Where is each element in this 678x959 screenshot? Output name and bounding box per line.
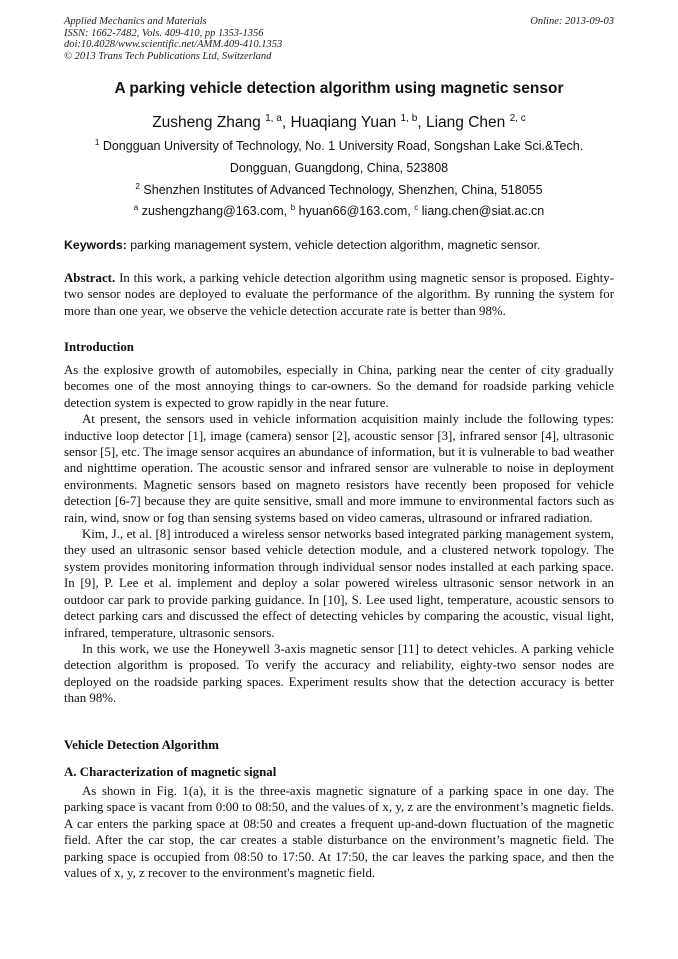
paragraph: In this work, we use the Honeywell 3-axis magnetic sensor [11] to detect vehicles. A parking vehicle detection algorithm is proposed. To verify the accuracy and reliability, eighty-two sensor nodes are deployed on the roadside parking spaces. Experiment results show that the detection accuracy is better than 98%. bbox=[64, 641, 614, 706]
author-name: Zusheng Zhang bbox=[152, 114, 261, 132]
paragraph: At present, the sensors used in vehicle information acquisition mainly include the following types: inductive loop detector [1], image (camera) sensor [2], acoustic sensor [3], infrared sensor [4], ultrasonic sensor [5], etc. The image sensor acquires an abundance of information, but it is vulnerable to bad weather and nighttime operation. The acoustic sensor and infrared sensor are vulnerable to noise in deployment environments. Magnetic sensors based on magneto resistors have recently been proposed for vehicle detection [6-7] because they are quite sensitive, small and more immune to environmental factors such as rain, wind, snow or fog than sensing systems based on video cameras, ultrasound or infrared radiation. bbox=[64, 412, 614, 525]
online-date: Online: 2013-09-03 bbox=[530, 16, 614, 27]
author-list: Zusheng Zhang $^{1, a}$, Huaqiang Yuan $^{1, b}$, Liang Chen $^{2, c}$ bbox=[152, 113, 526, 132]
paragraph: As shown in Fig. 1(a), it is the three-axis magnetic signature of a parking space in one day. The parking space is vacant from 0:00 to 08:50, and the values of x, y, z are the environment’s magnetic fields. A car enters the parking space at 08:50 and creates a frequent up-and-down fluctuation of the magnetic field. After the car stop, the car creates a stable disturbance on the environment’s magnetic field. The parking space is occupied from 08:50 to 17:50. At 17:50, the car leaves the parking space, and then the values of x, y, z recover to the environment's magnetic field. bbox=[64, 784, 614, 881]
issn-line: ISSN: 1662-7482, Vols. 409-410, pp 1353-1356 bbox=[64, 27, 264, 39]
abstract-label: Abstract. bbox=[64, 271, 116, 285]
introduction-heading: Introduction bbox=[64, 340, 134, 354]
abstract bbox=[64, 270, 614, 319]
abstract-text: In this work, a parking vehicle detection algorithm using magnetic sensor is proposed. Eighty-two sensor nodes are deployed to evaluate the performance of the algorithm. By running the system for more than one year, we observe the vehicle detection accurate rate is better than 98%. bbox=[64, 271, 614, 318]
affiliation-mark: 1 bbox=[94, 138, 100, 147]
email-mark: c bbox=[414, 203, 419, 212]
affiliation-2 bbox=[0, 182, 678, 197]
affiliation-1-line2: Dongguan, Guangdong, China, 523808 bbox=[229, 161, 449, 175]
author-affiliation-mark: 1, b bbox=[400, 113, 418, 124]
algorithm-body bbox=[64, 783, 614, 881]
affiliation-2-text: Shenzhen Institutes of Advanced Technology, Shenzhen, China, 518055 bbox=[143, 183, 543, 198]
keywords-label: Keywords: bbox=[64, 238, 127, 252]
author-name: Liang Chen bbox=[425, 114, 506, 132]
doi-line: doi:10.4028/www.scientific.net/AMM.409-410.1353 bbox=[64, 39, 283, 50]
email-mark: a bbox=[133, 203, 139, 212]
email-mark: b bbox=[290, 203, 296, 212]
keywords-text: parking management system, vehicle detection algorithm, magnetic sensor. bbox=[130, 238, 541, 252]
affiliation-1 bbox=[0, 138, 678, 153]
paragraph: As the explosive growth of automobiles, especially in China, parking near the center of city gradually becomes one of the most annoying things to car-owners. So the demand for roadside parking vehicle detection system is expected to grow rapidly in the near future. bbox=[64, 363, 614, 410]
author-name: Huaqiang Yuan bbox=[290, 114, 397, 132]
author-affiliation-mark: 2, c bbox=[509, 113, 526, 124]
affiliation-mark: 2 bbox=[135, 182, 140, 191]
email-b: hyuan66@163.com, bbox=[298, 204, 411, 219]
introduction-body bbox=[64, 362, 614, 707]
journal-header bbox=[64, 16, 282, 62]
email-c: liang.chen@siat.ac.cn bbox=[421, 204, 545, 219]
paragraph: Kim, J., et al. [8] introduced a wireless sensor networks based integrated parking management system, they used an ultrasonic sensor based vehicle detection module, and a clustered network topology. The system provides monitoring information through individual sensor nodes installed at each parking space. In [9], P. Lee et al. implement and deploy a solar powered wireless ultrasonic sensor network in an outdoor car park to provide parking guidance. In [10], S. Lee used light, temperature, acoustic sensors to detect parking cars and discussed the effect of detecting vehicles by comparing the acoustic, visual light, infrared, temperature, ultrasonic sensors. bbox=[64, 527, 614, 640]
algorithm-subheading: A. Characterization of magnetic signal bbox=[64, 765, 277, 779]
copyright-line: © 2013 Trans Tech Publications Ltd, Switzerland bbox=[64, 50, 272, 62]
email-a: zushengzhang@163.com, bbox=[141, 204, 288, 219]
keywords bbox=[64, 238, 624, 252]
journal-name: Applied Mechanics and Materials bbox=[64, 16, 207, 27]
algorithm-heading: Vehicle Detection Algorithm bbox=[64, 738, 219, 752]
author-affiliation-mark: 1, a bbox=[265, 113, 282, 124]
affiliation-1-line1: Dongguan University of Technology, No. 1 University Road, Songshan Lake Sci.&Tech. bbox=[102, 139, 584, 154]
paper-title: A parking vehicle detection algorithm using magnetic sensor bbox=[114, 80, 564, 97]
author-emails bbox=[0, 203, 678, 218]
